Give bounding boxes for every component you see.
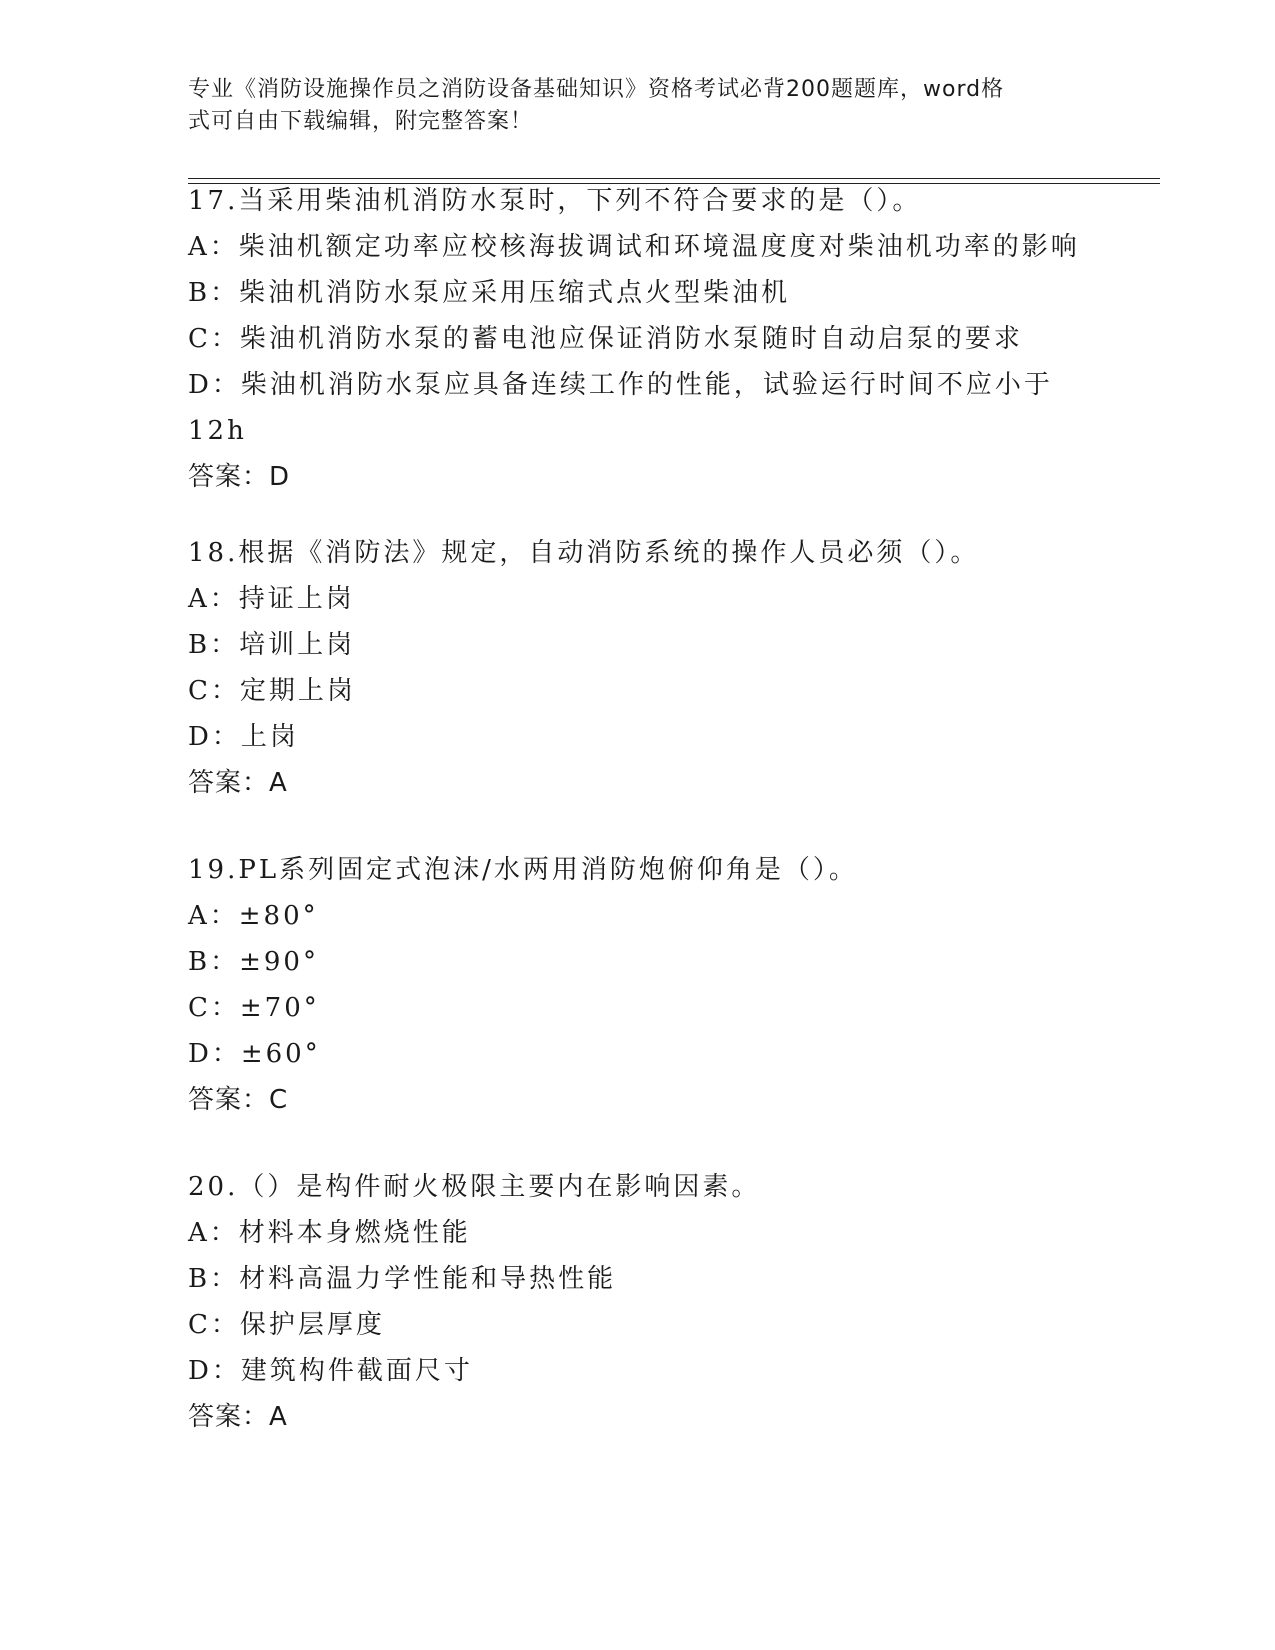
- option-b: B：柴油机消防水泵应采用压缩式点火型柴油机: [188, 278, 791, 308]
- option-c: C：±70°: [188, 993, 320, 1023]
- option-c: C：保护层厚度: [188, 1310, 385, 1340]
- question-stem: 20.（）是构件耐火极限主要内在影响因素。: [188, 1172, 761, 1202]
- answer: 答案：D: [188, 462, 291, 492]
- question-stem: 18.根据《消防法》规定，自动消防系统的操作人员必须（）。: [188, 538, 980, 568]
- question-17: [188, 178, 1128, 500]
- option-c: C：定期上岗: [188, 676, 356, 706]
- option-a: A：材料本身燃烧性能: [188, 1218, 471, 1248]
- question-20: [188, 1164, 1128, 1440]
- option-b: B：培训上岗: [188, 630, 356, 660]
- option-d-continuation: 12h: [188, 416, 247, 446]
- answer: 答案：A: [188, 1402, 288, 1432]
- option-c: C：柴油机消防水泵的蓄电池应保证消防水泵随时自动启泵的要求: [188, 324, 1023, 354]
- header-line-2: 式可自由下载编辑，附完整答案！: [188, 109, 534, 134]
- option-d: D：上岗: [188, 722, 299, 752]
- option-a: A：柴油机额定功率应校核海拔调试和环境温度度对柴油机功率的影响: [188, 232, 1080, 262]
- header-line-1: 专业《消防设施操作员之消防设备基础知识》资格考试必背200题题库，word格: [188, 77, 1005, 102]
- document-header: [188, 74, 1068, 138]
- question-19: [188, 847, 1128, 1123]
- option-a: A：±80°: [188, 901, 319, 931]
- option-b: B：±90°: [188, 947, 319, 977]
- answer: 答案：C: [188, 1085, 289, 1115]
- question-stem: 19.PL系列固定式泡沫/水两用消防炮俯仰角是（）。: [188, 855, 858, 885]
- option-d: D：柴油机消防水泵应具备连续工作的性能，试验运行时间不应小于: [188, 370, 1053, 400]
- option-d: D：±60°: [188, 1039, 321, 1069]
- question-18: [188, 530, 1128, 806]
- option-a: A：持证上岗: [188, 584, 355, 614]
- option-d: D：建筑构件截面尺寸: [188, 1356, 473, 1386]
- question-stem: 17.当采用柴油机消防水泵时，下列不符合要求的是（）。: [188, 186, 922, 216]
- answer: 答案：A: [188, 768, 288, 798]
- option-b: B：材料高温力学性能和导热性能: [188, 1264, 617, 1294]
